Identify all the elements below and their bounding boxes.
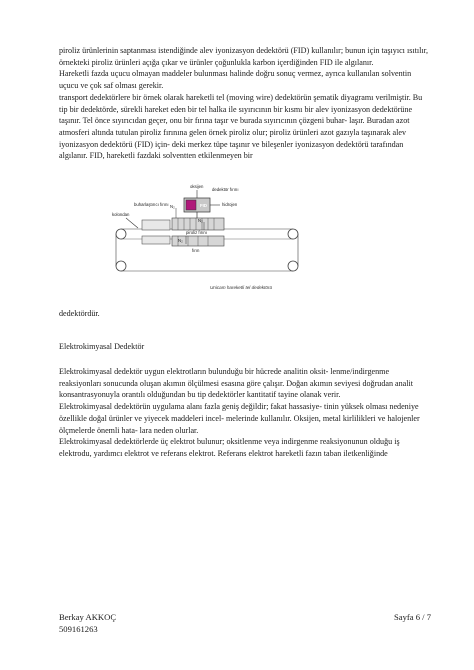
paragraph: Elektrokimyasal dedektörün uygulama alanı fazla geniş değildir; fakat hassasiye- tinin yüksek olması nedeniye özellikle doğal ürünler ve yiyecek maddeleri incel- melerinde kullanılır. Oksijen, metal kirlilikleri ve halojenler ölçmelerde önemli hata- lara neden olurlar.: [59, 402, 420, 435]
label-fid: FID: [200, 203, 207, 208]
label-kolondan: kolondan: [112, 212, 130, 217]
body-text-top: [59, 45, 431, 162]
label-firin: fırın: [192, 248, 200, 253]
footer-student-id: 509161263: [59, 624, 98, 634]
body-text-bottom: [59, 366, 431, 460]
footer-page-number: Sayfa 6 / 7: [394, 612, 431, 622]
figure-caption: Unicam hareketli tel dedektörü: [209, 285, 273, 290]
label-oksijen: oksijen: [190, 184, 204, 189]
paragraph: piroliz ürünlerinin saptanması istendiğinde alev iyonizasyon dedektörü (FID) kullanılır; bunun için taşıyıcı ısıtılır, örnekteki piroliz ürünleri açığa çıkar ve ürünler çoğunlukla karbon içerdiğinden FID ile algılanır.: [59, 46, 428, 67]
footer-author: Berkay AKKOÇ: [59, 612, 117, 622]
label-n2: N₂: [198, 218, 203, 223]
continuation-text: [59, 308, 431, 320]
paragraph: dedektördür.: [59, 309, 100, 318]
paragraph: Elektrokimyasal dedektör uygun elektrotların bulunduğu bir hücrede analitin oksit- lenme/indirgenme reaksiyonları sonucunda oluşan akımın ölçülmesi esasına göre çalışır. Doğan akımın seviyesi doğrudan analit konsantrasyonuyla orantılı olduğundan bu tip dedektörler kantitatif tayine olanak verir.: [59, 367, 414, 400]
detector-diagram: [112, 182, 370, 282]
paragraph: transport dedektörlere bir örnek olarak hareketli tel (moving wire) dedektörün şematik diyagramı verilmiştir. Bu tip bir dedektörde, sürekli hareket eden bir tel halka ile sıyırıcının bir kısmı bir alev iyonizasyon dedektörüne taşınır. Tel önce sıyırıcıdan geçer, onu bir fırına taşır ve burada sıyırıcının çözgeni buhar- laşır. Buradan azot atmosferi altında tutulan piroliz fırınına gelen örnek piroliz olur; piroliz ürünleri azot gazıyla taşınarak alev iyonizasyon dedektörü (FID) için- deki merkez tüpe taşınır ve bileşenler iyonizasyon dedektörü tarafından algılanır. FID, hareketli fazdaki solventten etkilenmeyen bir: [59, 92, 423, 161]
label-dedektor-firini: dedektör fırını: [212, 187, 239, 192]
paragraph: Hareketli fazda uçucu olmayan maddeler bulunması halinde doğru sonuç vermez, ayrıca kullanılan solventin uçucu ve çok saf olması gerekir.: [59, 69, 412, 91]
label-hidrojen: hidrojen: [222, 202, 238, 207]
heading-text: Elektrokimyasal Dedektör: [59, 342, 145, 351]
paragraph: Elektrokimyasal dedektörlerde üç elektrot bulunur; oksitlenme veya indirgenme reaksiyonunun olduğu iş elektrodu, yardımcı elektrot ve referans elektrot. Referans elektrot hareketli fazın taban iletkenliğinde: [59, 437, 400, 458]
label-n2: N₂: [170, 204, 175, 209]
label-piroliz: piroliz fırını: [186, 230, 208, 235]
label-buharlastirici: buharlaştırıcı fırını: [134, 202, 169, 207]
section-heading: [59, 341, 431, 353]
label-n2: N₂: [178, 238, 183, 243]
moving-wire-detector-figure: [112, 182, 370, 296]
